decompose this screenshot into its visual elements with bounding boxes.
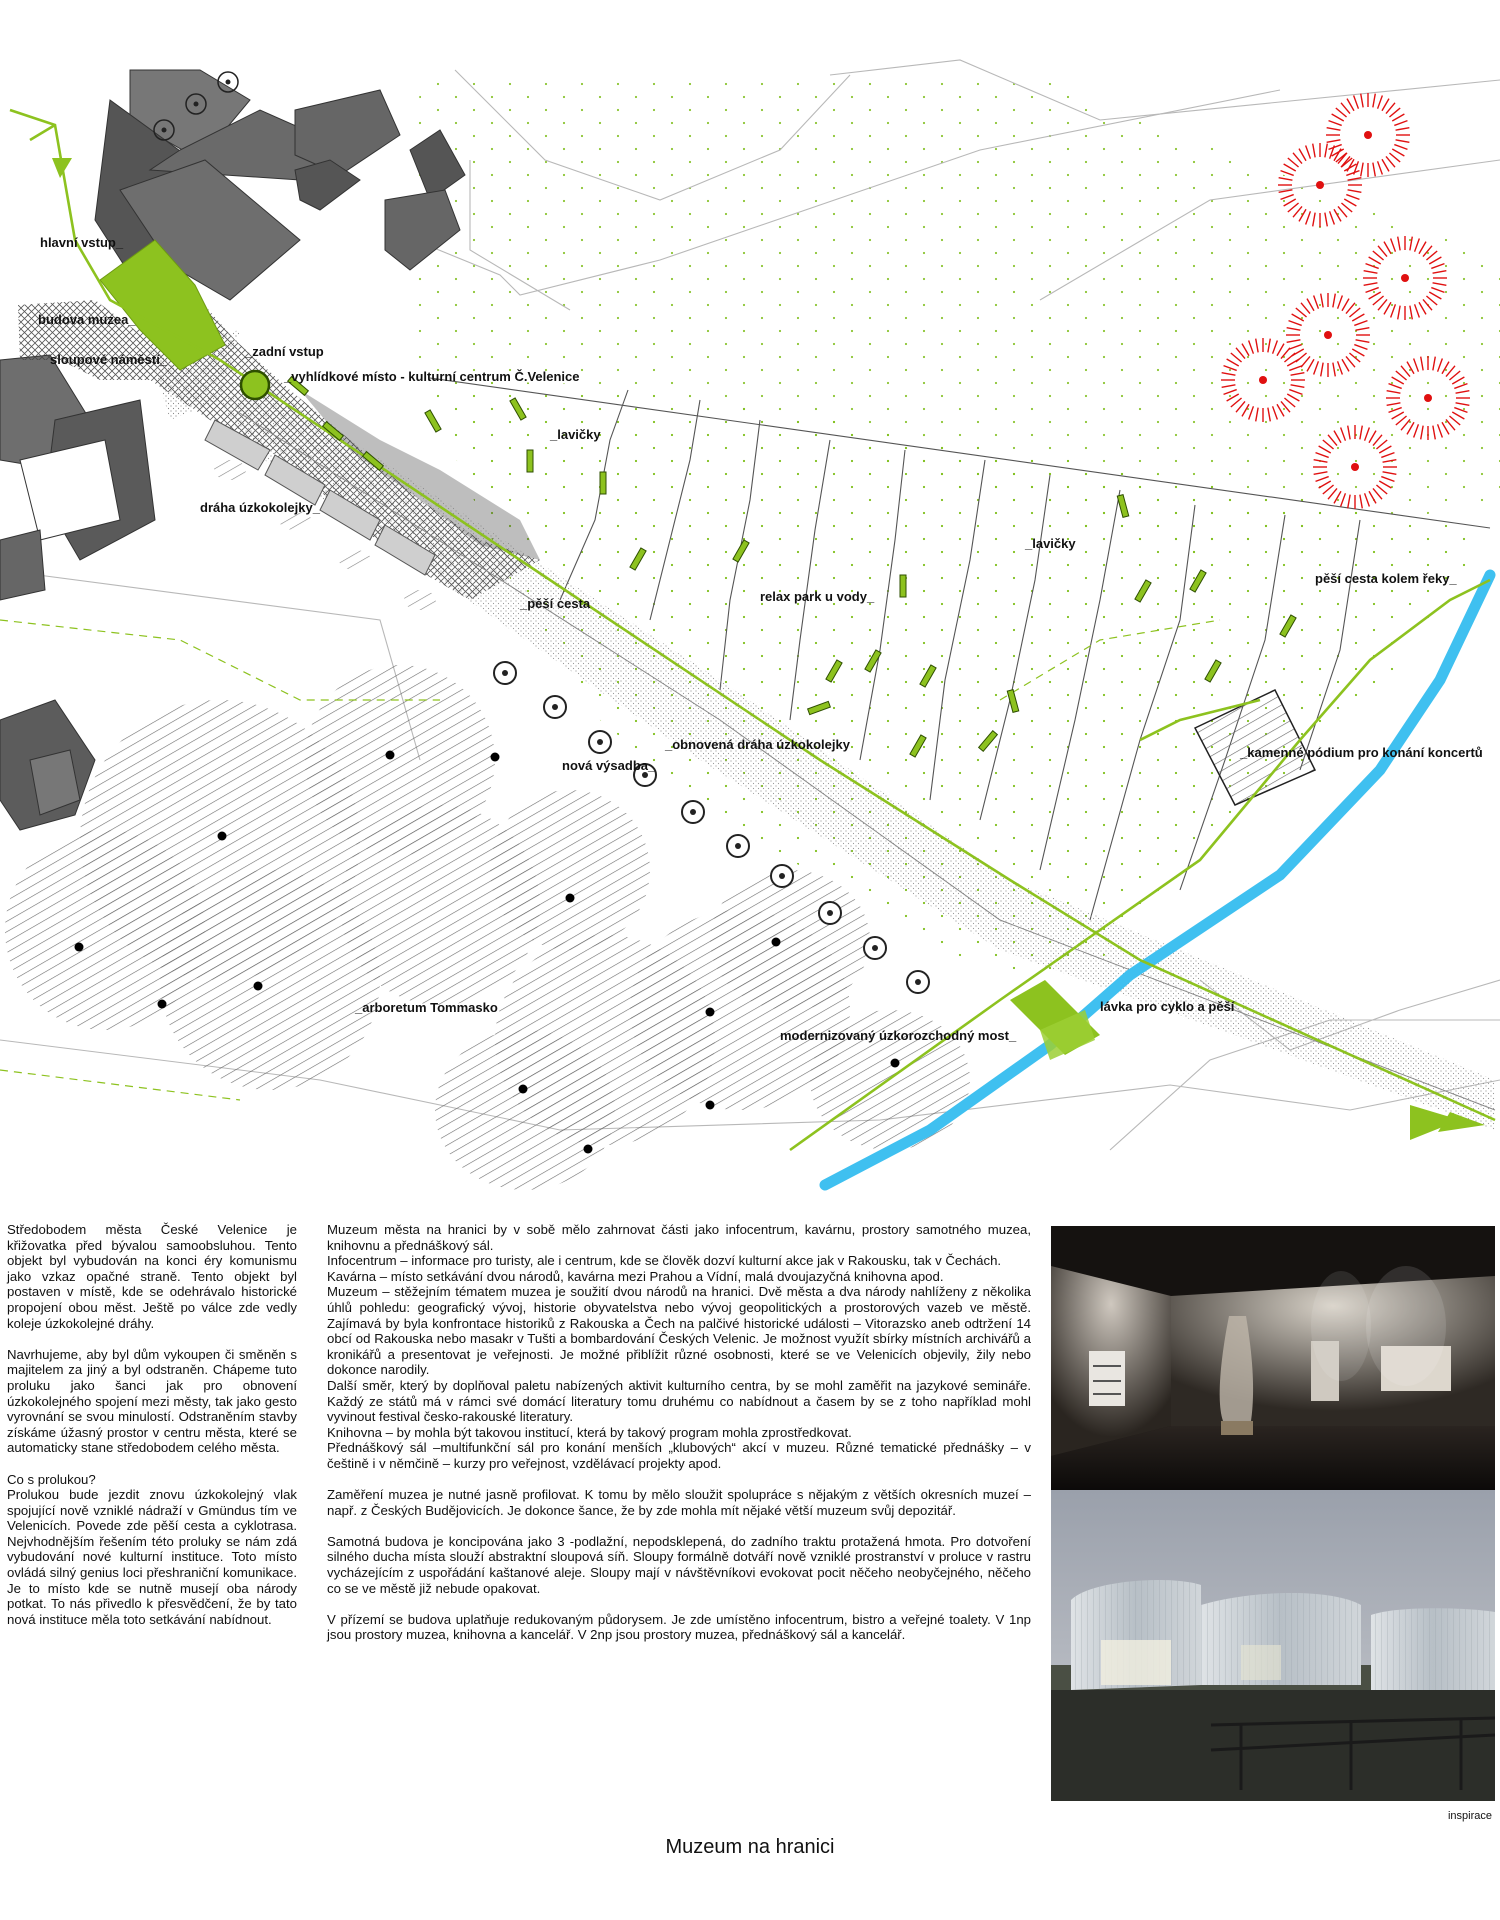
label-renewed-track: _obnovená dráha úzkokolejky: [665, 737, 850, 752]
red-tree: [1326, 93, 1410, 177]
label-benches-2: _lavičky: [1025, 536, 1076, 551]
label-riverside-path: pěší cesta kolem řeky_: [1315, 571, 1457, 586]
text-paragraph: Středobodem města České Velenice je křižovatka před bývalou samoobsluhou. Tento objekt byl vybudován na konci éry komunismu jako vzkaz opačné straně. Tento objekt byl postaven v místě, kde se odehrávalo historické propojení obou měst. Ještě po válce zde vedly koleje úzkokolejné dráhy.: [7, 1222, 297, 1331]
text-paragraph: Samotná budova je koncipována jako 3 -podlažní, nepodsklepená, do zadního traktu protažená hmota. Pro dotvoření silného ducha místa slouží abstraktní sloupová síň. Sloupy formálně dotváří nově vzniklé prostranství v proluce v rastru vycházejícím z uspořádání kaštanové aleje. Sloupy mají v návštěvníkovi evokovat pocit něčeho neobyčejného, něčeho co se ve městě již nebude opakovat.: [327, 1533, 1031, 1596]
text-paragraph: Muzeum města na hranici by v sobě mělo zahrnovat části jako infocentrum, kavárnu, prostory samotného muzea, knihovnu a přednáškový sál. Infocentrum – informace pro turisty, ale i centrum, kde se člověk dozví kulturní akce jak v Rakousku, tak v Čechách. Kavárna – místo setkávání dvou národů, kavárna mezi Prahou a Vídní, malá dvoujazyčná knihovna apod. Muzeum – stěžejním tématem muzea je soužití dvou národů na hranici. Dvě města a dva národy nahlíženy z několika úhlů pohledu: geografický vývoj, historie obyvatelstva nebo vývoj geopolitických a prostorových vazeb ve městě. Zajímavá by byla konfrontace historiků z Rakouska a Čech na palčivé historické události – Vitorazsko aneb odtržení 14 obcí od Rakouska nebo masakr v Tušti a bombardování Českých Velenic. Je možnost využít sbírky místních archivářů a kronikářů a presentovat je veřejnosti. Je možné přiblížit různé osobnosti, které se ve Velenicích objevily, žily nebo dokonce narodily. Další směr, který by doplňoval paletu nabízených aktivit kulturního centra, by se mohl zaměřit na jazykové semináře. Každý ze států má v rámci své domácí literatury tomu druhému co nabídnout a časem by se z toho například mohl vyvinout festival česko-rakouské literatury. Knihovna – by mohla být takovou institucí, která by takový program mohla zprostředkovat. Přednáškový sál –multifunkční sál pro konání menších „klubových“ akcí v muzeu. Různé tematické přednášky – v češtině i v němčině – kurzy pro veřejnost, vzdělávací projekty apod.: [327, 1222, 1031, 1471]
label-column-square: sloupové náměstí_: [50, 352, 168, 367]
label-new-planting: nová výsadba_: [562, 758, 656, 773]
text-paragraph: Navrhujeme, aby byl dům vykoupen či směněn s majitelem za jiný a byl odstraněn. Chápeme tuto proluku jako šanci jak pro obnovení úzkokolejného spojení mezi městy, tak jako gesto vyrovnání se svou minulostí. Odstraněním stavby získáme úžasný prostor v centru města, které se automaticky stane středobodem celého města.: [7, 1346, 297, 1456]
inspiration-photo-interior: [1051, 1226, 1495, 1490]
text-column-middle: [327, 1222, 1031, 1659]
label-stone-stage: _kamenné pódium pro konání koncertů: [1240, 745, 1483, 760]
image-caption: inspirace: [1447, 1810, 1492, 1822]
text-paragraph: Co s prolukou? Prolukou bude jezdit znovu úzkokolejný vlak spojující nově vzniklé nádraží v Gmündus tím ve Velenicích. Povede zde pěší cesta a cyklotrasa. Nejvhodnějším řešením této proluky se nám zdá vybudování nové kulturní instituce. Toto místo ovládá silný genius loci přeshraniční komunikace. Je to místo kde se nutně musejí oba národy potkat. To nás přivedlo k přesvědčení, že by tato nová instituce měla toto setkávání nabídnout.: [7, 1471, 297, 1627]
label-lookout: _vyhlídkové místo - kulturní centrum Č.Velenice: [284, 369, 580, 384]
label-rear-entrance: _zadní vstup: [245, 344, 324, 359]
text-column-left: [7, 1222, 297, 1643]
label-narrow-gauge-track: dráha úzkokolejky_: [200, 500, 320, 515]
label-benches-1: _lavičky: [550, 427, 601, 442]
label-main-entrance: hlavní vstup_: [40, 235, 124, 250]
text-paragraph: V přízemí se budova uplatňuje redukovaným půdorysem. Je zde umístěno infocentrum, bistro a veřejné toalety. V 1np jsou prostory muzea, knihovna a kancelář. V 2np jsou prostory muzea, přednáškový sál a kancelář.: [327, 1611, 1031, 1643]
text-paragraph: Zaměření muzea je nutné jasně profilovat. K tomu by mělo sloužit spolupráce s nějakým z větších okresních muzeí – např. z Českých Budějovicích. Je dokonce šance, že by zde mohla mít nějaké větší muzeum svůj depozitář.: [327, 1487, 1031, 1518]
label-modern-bridge: modernizovaný úzkorozchodný most_: [780, 1028, 1017, 1043]
inspiration-photo-exterior: [1051, 1490, 1495, 1801]
label-museum-building: budova muzea_: [38, 312, 136, 327]
label-relax-park: relax park u vody_: [760, 589, 875, 604]
label-footbridge: lávka pro cyklo a pěší: [1100, 999, 1235, 1014]
label-arboretum: _arboretum Tommasko: [355, 1000, 498, 1015]
label-footpath: _pěší cesta: [520, 596, 591, 611]
page-title: Muzeum na hranici: [665, 1836, 835, 1858]
